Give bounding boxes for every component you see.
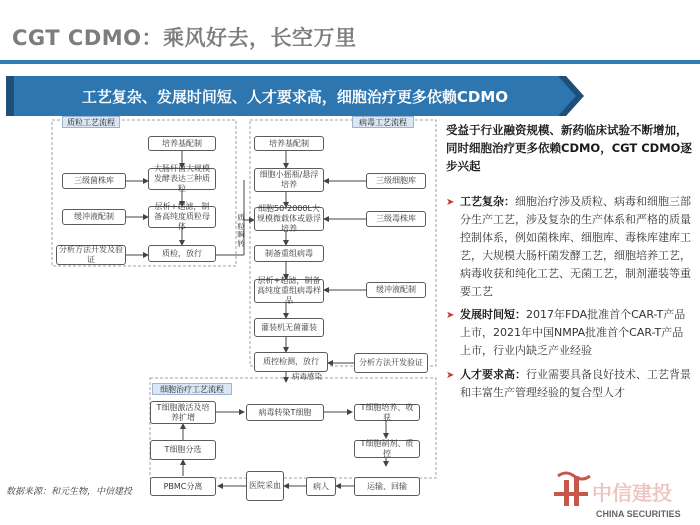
plasmid-buffer-prep: 缓冲液配制	[62, 209, 126, 225]
cell-step-blood-draw: 医院采血	[246, 471, 284, 501]
bullet-key: 工艺复杂：	[460, 195, 515, 209]
bullet-list	[446, 193, 694, 401]
bullet-text: 细胞治疗涉及质粒、病毒和细胞三部分生产工艺，涉及复杂的生产体系和严格的质量控制体系，例如菌株库、细胞库、毒株库建库工艺，大规模大肠杆菌发酵工艺，细胞培养工艺，病毒收获和纯化工艺、无菌工艺，制剂灌装等重要工艺	[460, 195, 691, 298]
virus-process-header: 病毒工艺流程	[352, 116, 414, 128]
svg-text:中信建投: 中信建投	[592, 481, 672, 505]
data-source: 数据来源：和元生物，中信建投	[6, 487, 133, 497]
banner-text: 工艺复杂、发展时间短、人才要求高，细胞治疗更多依赖CDMO	[81, 87, 509, 106]
virus-step-medium-prep: 培养基配制	[254, 136, 324, 151]
cell-step-transport: 运输、回输	[354, 477, 420, 496]
china-securities-logo	[548, 462, 698, 522]
bullet-key: 发展时间短：	[460, 308, 526, 322]
bullet-key: 人才要求高：	[460, 367, 526, 381]
arrow-bullet-icon: ➤	[446, 369, 455, 381]
plasmid-transfection-label: 质粒瞬转	[237, 213, 245, 248]
virus-step-recombinant: 制备重组病毒	[254, 245, 324, 262]
virus-step-shake-flask: 细胞小摇瓶/悬浮培养	[254, 168, 324, 192]
bullet-talent	[446, 366, 694, 402]
plasmid-step-purification: 层析+超滤，制备高纯度质粒母体	[148, 206, 216, 228]
svg-text:CHINA SECURITIES: CHINA SECURITIES	[596, 509, 681, 519]
plasmid-bank: 三级菌株库	[62, 173, 126, 189]
cell-step-t-sorting: T细胞分选	[150, 440, 216, 460]
virus-step-release: 质控检测，放行	[254, 352, 328, 372]
plasmid-step-release: 质检，放行	[148, 245, 216, 262]
cell-step-patient: 病人	[306, 477, 336, 496]
cell-process-header: 细胞治疗工艺流程	[152, 383, 232, 395]
arrow-bullet-icon: ➤	[446, 310, 455, 322]
virus-step-filling: 灌装机无菌灌装	[254, 318, 324, 337]
virus-method-dev: 分析方法开发验证	[354, 353, 428, 373]
cell-step-pbmc: PBMC分离	[150, 477, 216, 496]
right-text-panel	[446, 122, 694, 407]
virus-infection-label: 病毒感染	[292, 372, 322, 381]
plasmid-method-dev: 分析方法开发及验证	[56, 245, 126, 265]
page-title: CGT CDMO：乘风好去，长空万里	[12, 26, 357, 50]
plasmid-step-medium-prep: 培养基配制	[148, 136, 216, 151]
cell-step-transduction: 病毒转染T细胞	[246, 404, 324, 421]
cell-step-formulation-qc: T细胞制剂、质控	[354, 440, 420, 458]
virus-buffer-prep: 缓冲液配制	[366, 282, 426, 298]
virus-cell-bank: 三级细胞库	[366, 173, 426, 189]
virus-step-purification: 层析+超滤，制备高纯度重组病毒样品	[254, 279, 324, 303]
arrow-bullet-icon: ➤	[446, 197, 455, 209]
bullet-text: 2017年FDA批准首个CAR-T产品上市，2021年中国NMPA批准首个CAR-T产品上市，行业内缺乏产业经验	[460, 308, 686, 357]
virus-step-large-scale: 细胞50-2000L大规模微载体或悬浮培养	[254, 207, 324, 231]
bullet-text: 行业需要具备良好技术、工艺背景和丰富生产管理经验的复合型人才	[460, 367, 691, 399]
plasmid-process-header: 质粒工艺流程	[62, 116, 120, 128]
summary-heading: 受益于行业融资规模、新药临床试验不断增加，同时细胞治疗更多依赖CDMO，CGT CDMO逐步兴起	[446, 123, 692, 173]
cell-step-expand-harvest: T细胞培养、收获	[354, 404, 420, 421]
plasmid-step-fermentation: 大肠杆菌大规模发酵表达三种质粒	[148, 168, 216, 190]
bullet-process-complexity	[446, 193, 694, 300]
bullet-short-history	[446, 306, 694, 359]
virus-strain-bank: 三级毒株库	[366, 211, 426, 227]
cell-step-t-activation: T细胞激活及培养扩增	[150, 401, 216, 424]
